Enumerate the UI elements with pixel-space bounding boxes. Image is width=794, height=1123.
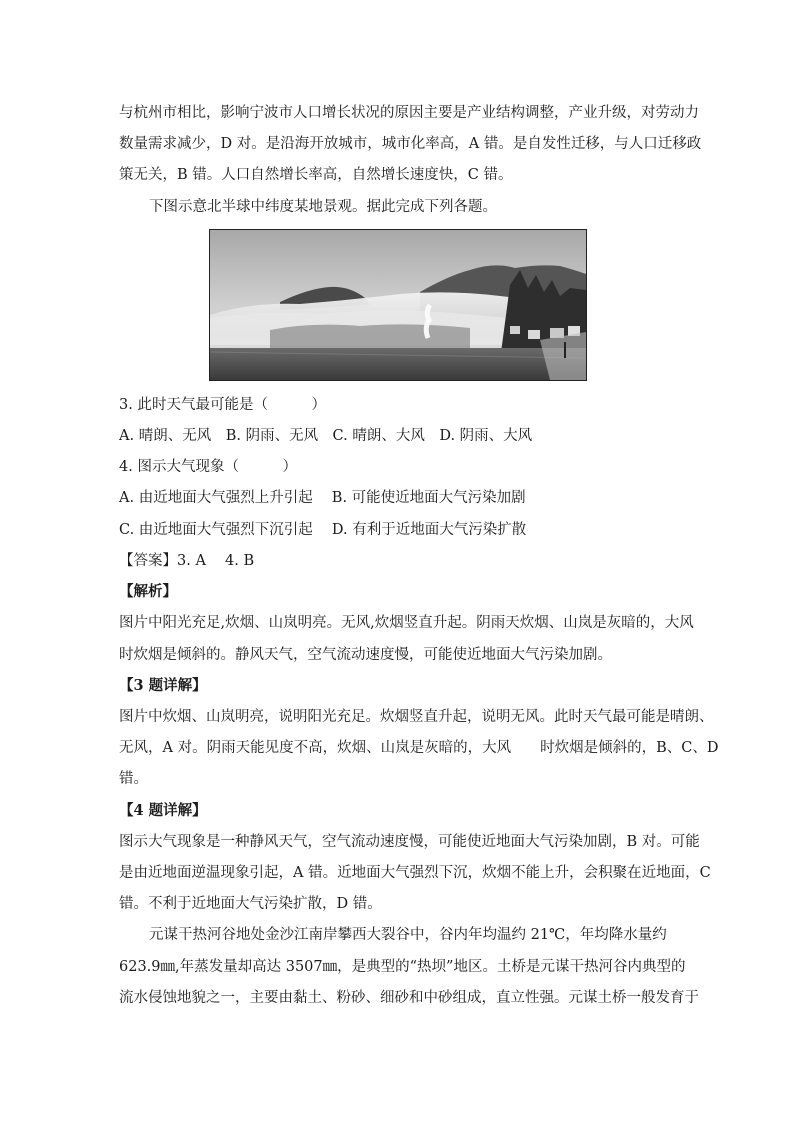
analysis-heading: 【解析】 bbox=[119, 583, 177, 600]
next-passage-line: 元谋干热河谷地处金沙江南岸攀西大裂谷中，谷内年均温约 21℃，年均降水量约 bbox=[149, 927, 667, 943]
paragraph-line: 与杭州市相比，影响宁波市人口增长状况的原因主要是产业结构调整，产业升级，对劳动力 bbox=[119, 105, 699, 121]
question-3-options: A. 晴朗、无风 B. 阴雨、无风 C. 晴朗、大风 D. 阴雨、大风 bbox=[119, 428, 533, 444]
answer-line: 【答案】3. A 4. B bbox=[119, 553, 255, 569]
paragraph-line: 数量需求减少，D 对。是沿海开放城市，城市化率高，A 错。是自发性迁移，与人口迁移政 bbox=[119, 136, 702, 152]
next-passage-line: 623.9㎜,年蒸发量却高达 3507㎜，是典型的“热坝”地区。土桥是元谋干热河谷内典型的 bbox=[119, 959, 686, 975]
detail-3-heading: 【3 题详解】 bbox=[119, 677, 207, 694]
question-4-options-row1: A. 由近地面大气强烈上升引起 B. 可能使近地面大气污染加剧 bbox=[119, 490, 526, 506]
question-4-options-row2: C. 由近地面大气强烈下沉引起 D. 有利于近地面大气污染扩散 bbox=[119, 522, 527, 538]
question-intro: 下图示意北半球中纬度某地景观。据此完成下列各题。 bbox=[149, 199, 497, 215]
detail-4-heading: 【4 题详解】 bbox=[119, 802, 207, 819]
detail-3-line: 错。 bbox=[119, 771, 148, 787]
next-passage-line: 流水侵蚀地貌之一，主要由黏土、粉砂、细砂和中砂组成，直立性强。元谋土桥一般发育于 bbox=[119, 990, 699, 1006]
detail-3-line: 无风，A 对。阴雨天能见度不高，炊烟、山岚是灰暗的，大风 时炊烟是倾斜的，B、C、D bbox=[119, 740, 719, 756]
landscape-photo bbox=[209, 229, 587, 381]
paragraph-line: 策无关，B 错。人口自然增长率高，自然增长速度快，C 错。 bbox=[119, 167, 513, 183]
detail-4-line: 是由近地面逆温现象引起，A 错。近地面大气强烈下沉，炊烟不能上升，会积聚在近地面，C bbox=[119, 865, 711, 881]
question-4: 4. 图示大气现象（ ） bbox=[119, 459, 297, 475]
analysis-line: 图片中阳光充足,炊烟、山岚明亮。无风,炊烟竖直升起。阴雨天炊烟、山岚是灰暗的，大风 bbox=[119, 615, 694, 631]
detail-4-line: 错。不利于近地面大气污染扩散，D 错。 bbox=[119, 896, 382, 912]
detail-4-line: 图示大气现象是一种静风天气，空气流动速度慢，可能使近地面大气污染加剧，B 对。可能 bbox=[119, 834, 700, 850]
question-3: 3. 此时天气最可能是（ ） bbox=[119, 397, 326, 413]
detail-3-line: 图片中炊烟、山岚明亮，说明阳光充足。炊烟竖直升起，说明无风。此时天气最可能是晴朗、 bbox=[119, 709, 714, 725]
analysis-line: 时炊烟是倾斜的。静风天气，空气流动速度慢，可能使近地面大气污染加剧。 bbox=[119, 647, 612, 663]
